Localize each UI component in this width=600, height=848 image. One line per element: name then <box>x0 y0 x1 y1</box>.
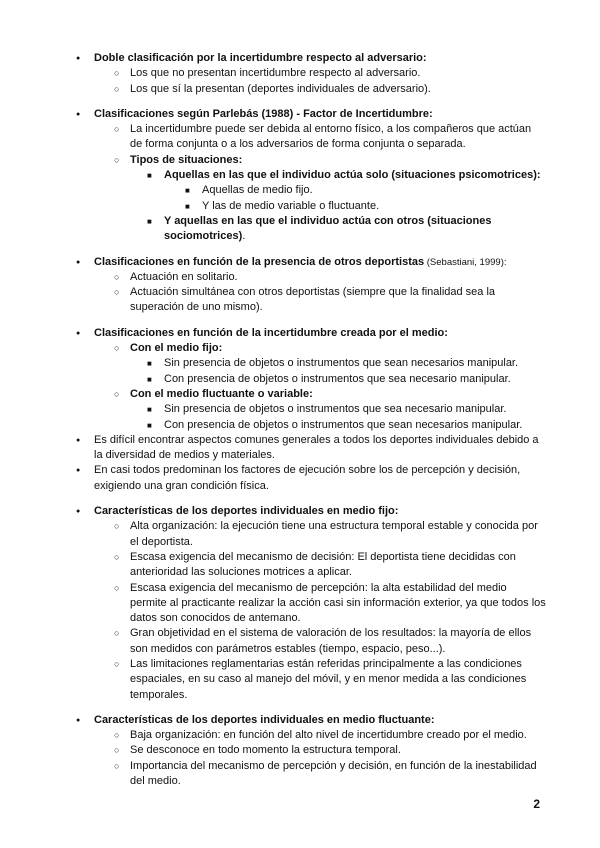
section-medium <box>76 326 546 433</box>
list-item: ○ Los que no presentan incertidumbre respecto al adversario. <box>130 66 546 81</box>
section-presence <box>76 255 546 316</box>
list-item: ○ Baja organización: en función del alto nivel de incertidumbre creado por el medio. <box>130 728 546 743</box>
list-item: ■ Con presencia de objetos o instrumentos que sea necesario manipular. <box>164 372 546 387</box>
list-item: ○ Alta organización: la ejecución tiene una estructura temporal estable y conocida por el deportista. <box>130 519 546 550</box>
section-fixed-medium <box>76 504 546 703</box>
list-item <box>164 168 546 214</box>
list-item <box>130 387 546 433</box>
list-item: ○ Actuación en solitario. <box>130 270 546 285</box>
list-item <box>130 341 546 387</box>
list-item: ○ Se desconoce en todo momento la estructura temporal. <box>130 743 546 758</box>
list-item: ■ Con presencia de objetos o instrumentos que sean necesarios manipular. <box>164 418 546 433</box>
list-item: ■ Y las de medio variable o fluctuante. <box>202 199 546 214</box>
section-parlebas <box>76 107 546 245</box>
list-item: ○ Escasa exigencia del mecanismo de decisión: El deportista tiene decididas con anterioridad las soluciones motrices a aplicar. <box>130 550 546 581</box>
page-number: 2 <box>533 797 540 811</box>
list-item: ○ La incertidumbre puede ser debida al entorno físico, a los compañeros que actúan de forma conjunta o a los adversarios de forma conjunta o separada. <box>130 122 546 153</box>
list-item: ○ Las limitaciones reglamentarias están referidas principalmente a las condiciones espaciales, en su caso al manejo del móvil, y en menor medida a las condiciones temporales. <box>130 657 546 703</box>
section-fluctuating-medium <box>76 713 546 789</box>
section-title: Clasificaciones en función de la presencia de otros deportistas <box>94 255 425 268</box>
list-item <box>164 214 546 245</box>
section-title: Características de los deportes individuales en medio fluctuante: <box>94 713 435 726</box>
section-title: Características de los deportes individuales en medio fijo: <box>94 505 399 518</box>
list-item <box>130 153 546 245</box>
list-item: ○ Actuación simultánea con otros deportistas (siempre que la finalidad sea la superación de uno mismo). <box>130 285 546 316</box>
section-adversary <box>76 51 546 97</box>
paragraph-execution: ● En casi todos predominan los factores de ejecución sobre los de percepción y decisión, exigiendo una gran condición física. <box>76 463 546 494</box>
list-item: ■ Sin presencia de objetos o instrumentos que sea necesario manipular. <box>164 402 546 417</box>
subsection-title: Y aquellas en las que el individuo actúa con otros (situaciones sociomotrices) <box>164 214 492 243</box>
list-item: ○ Escasa exigencia del mecanismo de percepción: la alta estabilidad del medio permite al practicante realizar la acción casi sin información exterior, ya que todos los datos son conocidos de antemano. <box>130 581 546 627</box>
subsection-title: Con el medio fijo: <box>130 342 223 355</box>
subsection-title: Tipos de situaciones: <box>130 153 243 166</box>
paragraph-diversity: ● Es difícil encontrar aspectos comunes generales a todos los deportes individuales debido a la diversidad de medios y materiales. <box>76 433 546 464</box>
list-item: ○ Importancia del mecanismo de percepción y decisión, en función de la inestabilidad del medio. <box>130 759 546 790</box>
punctuation: . <box>242 230 246 243</box>
list-item: ■ Aquellas de medio fijo. <box>202 183 546 198</box>
citation: (Sebastiani, 1999): <box>424 256 507 268</box>
subsection-title: Aquellas en las que el individuo actúa solo (situaciones psicomotrices): <box>164 169 541 182</box>
list-item: ■ Sin presencia de objetos o instrumentos que sean necesarios manipular. <box>164 356 546 371</box>
list-item: ○ Gran objetividad en el sistema de valoración de los resultados: la mayoría de ellos son medidos con parámetros estables (tiempo, espacio, peso...). <box>130 626 546 657</box>
list-item: ○ Los que sí la presentan (deportes individuales de adversario). <box>130 82 546 97</box>
section-title: Clasificaciones en función de la incertidumbre creada por el medio: <box>94 326 448 339</box>
section-title: Clasificaciones según Parlebás (1988) - Factor de Incertidumbre: <box>94 107 433 120</box>
subsection-title: Con el medio fluctuante o variable: <box>130 387 313 400</box>
document-body <box>76 51 546 789</box>
section-title: Doble clasificación por la incertidumbre respecto al adversario: <box>94 52 427 64</box>
